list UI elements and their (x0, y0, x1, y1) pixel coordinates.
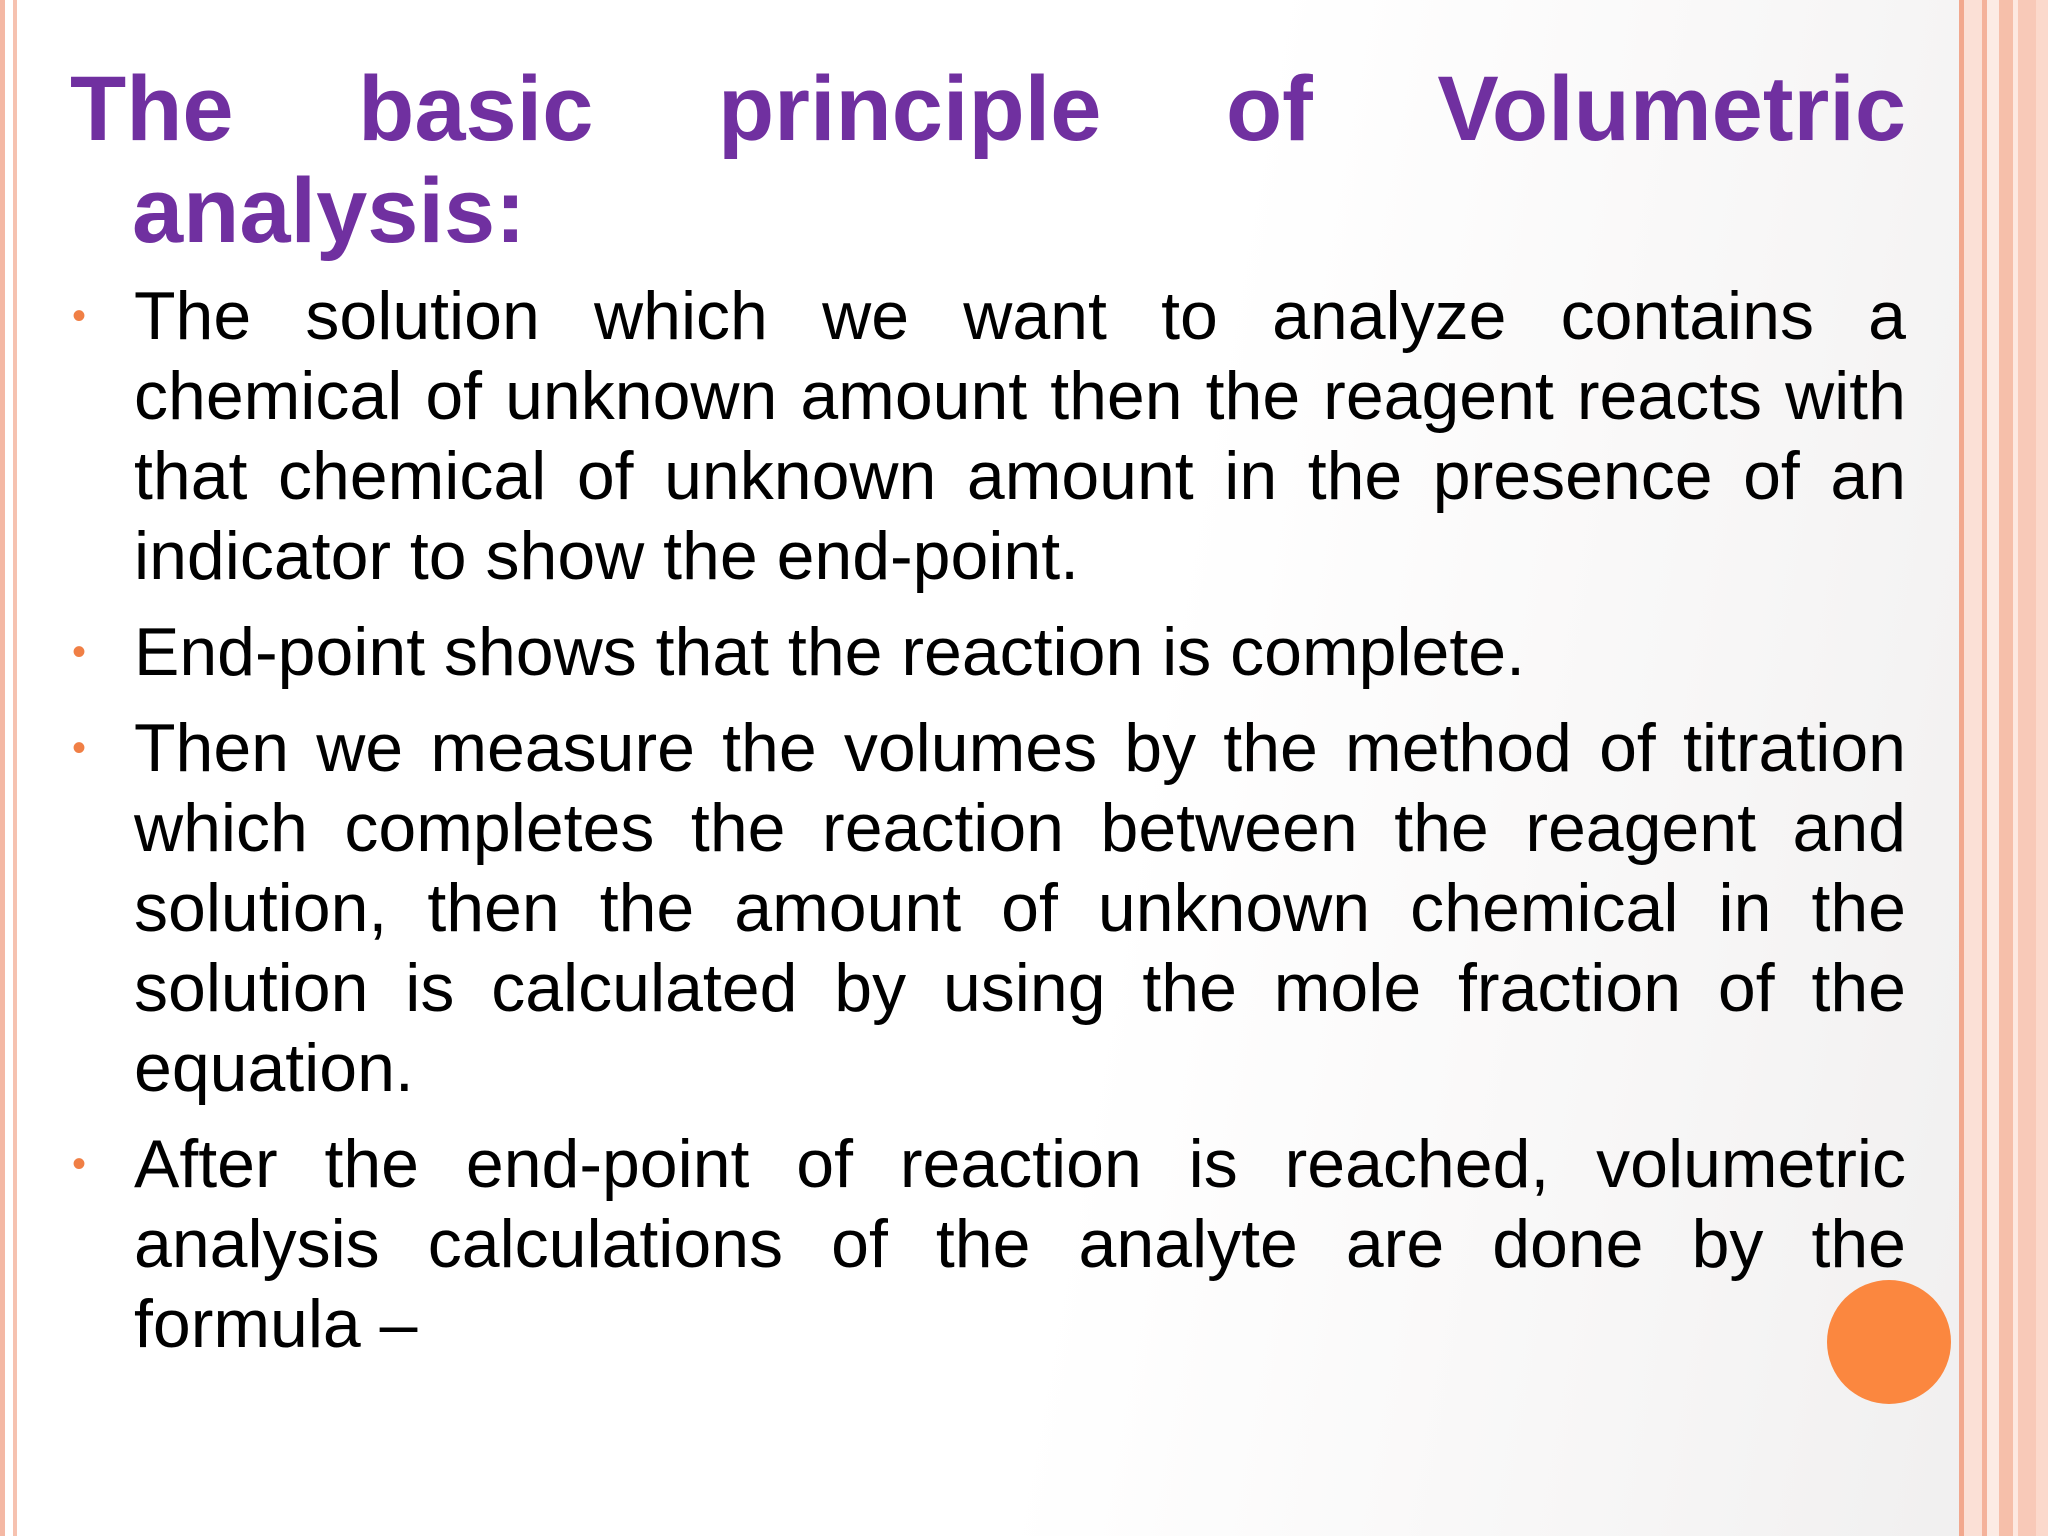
bullet-text: Then we measure the volumes by the method of titration which completes the reaction between the reagent and solution, then the amount of unknown chemical in the solution is calculated by using the mole fraction of the equation. (134, 710, 1906, 1106)
bullet-item (70, 276, 1906, 596)
bullet-text: End-point shows that the reaction is complete. (134, 614, 1525, 690)
bullet-dot-icon: • (72, 1142, 87, 1186)
bullet-text: The solution which we want to analyze contains a chemical of unknown amount then the reagent reacts with that chemical of unknown amount in the presence of an indicator to show the end-point. (134, 278, 1906, 594)
left-border-decoration-inner (13, 0, 17, 1536)
bullet-dot-icon: • (72, 294, 87, 338)
bullet-dot-icon: • (72, 630, 87, 674)
bullet-list (70, 276, 1906, 1364)
bullet-text: After the end-point of reaction is reached, volumetric analysis calculations of the analyte are done by the formula – (134, 1126, 1906, 1362)
bullet-item (70, 1124, 1906, 1364)
slide-title: The basic principle of Volumetric analysis: (70, 58, 1906, 262)
bullet-dot-icon: • (72, 726, 87, 770)
right-stripe-decoration (1959, 0, 2048, 1536)
slide-content (70, 58, 1906, 1380)
left-border-decoration (0, 0, 5, 1536)
bullet-item (70, 612, 1906, 692)
bullet-item (70, 708, 1906, 1108)
